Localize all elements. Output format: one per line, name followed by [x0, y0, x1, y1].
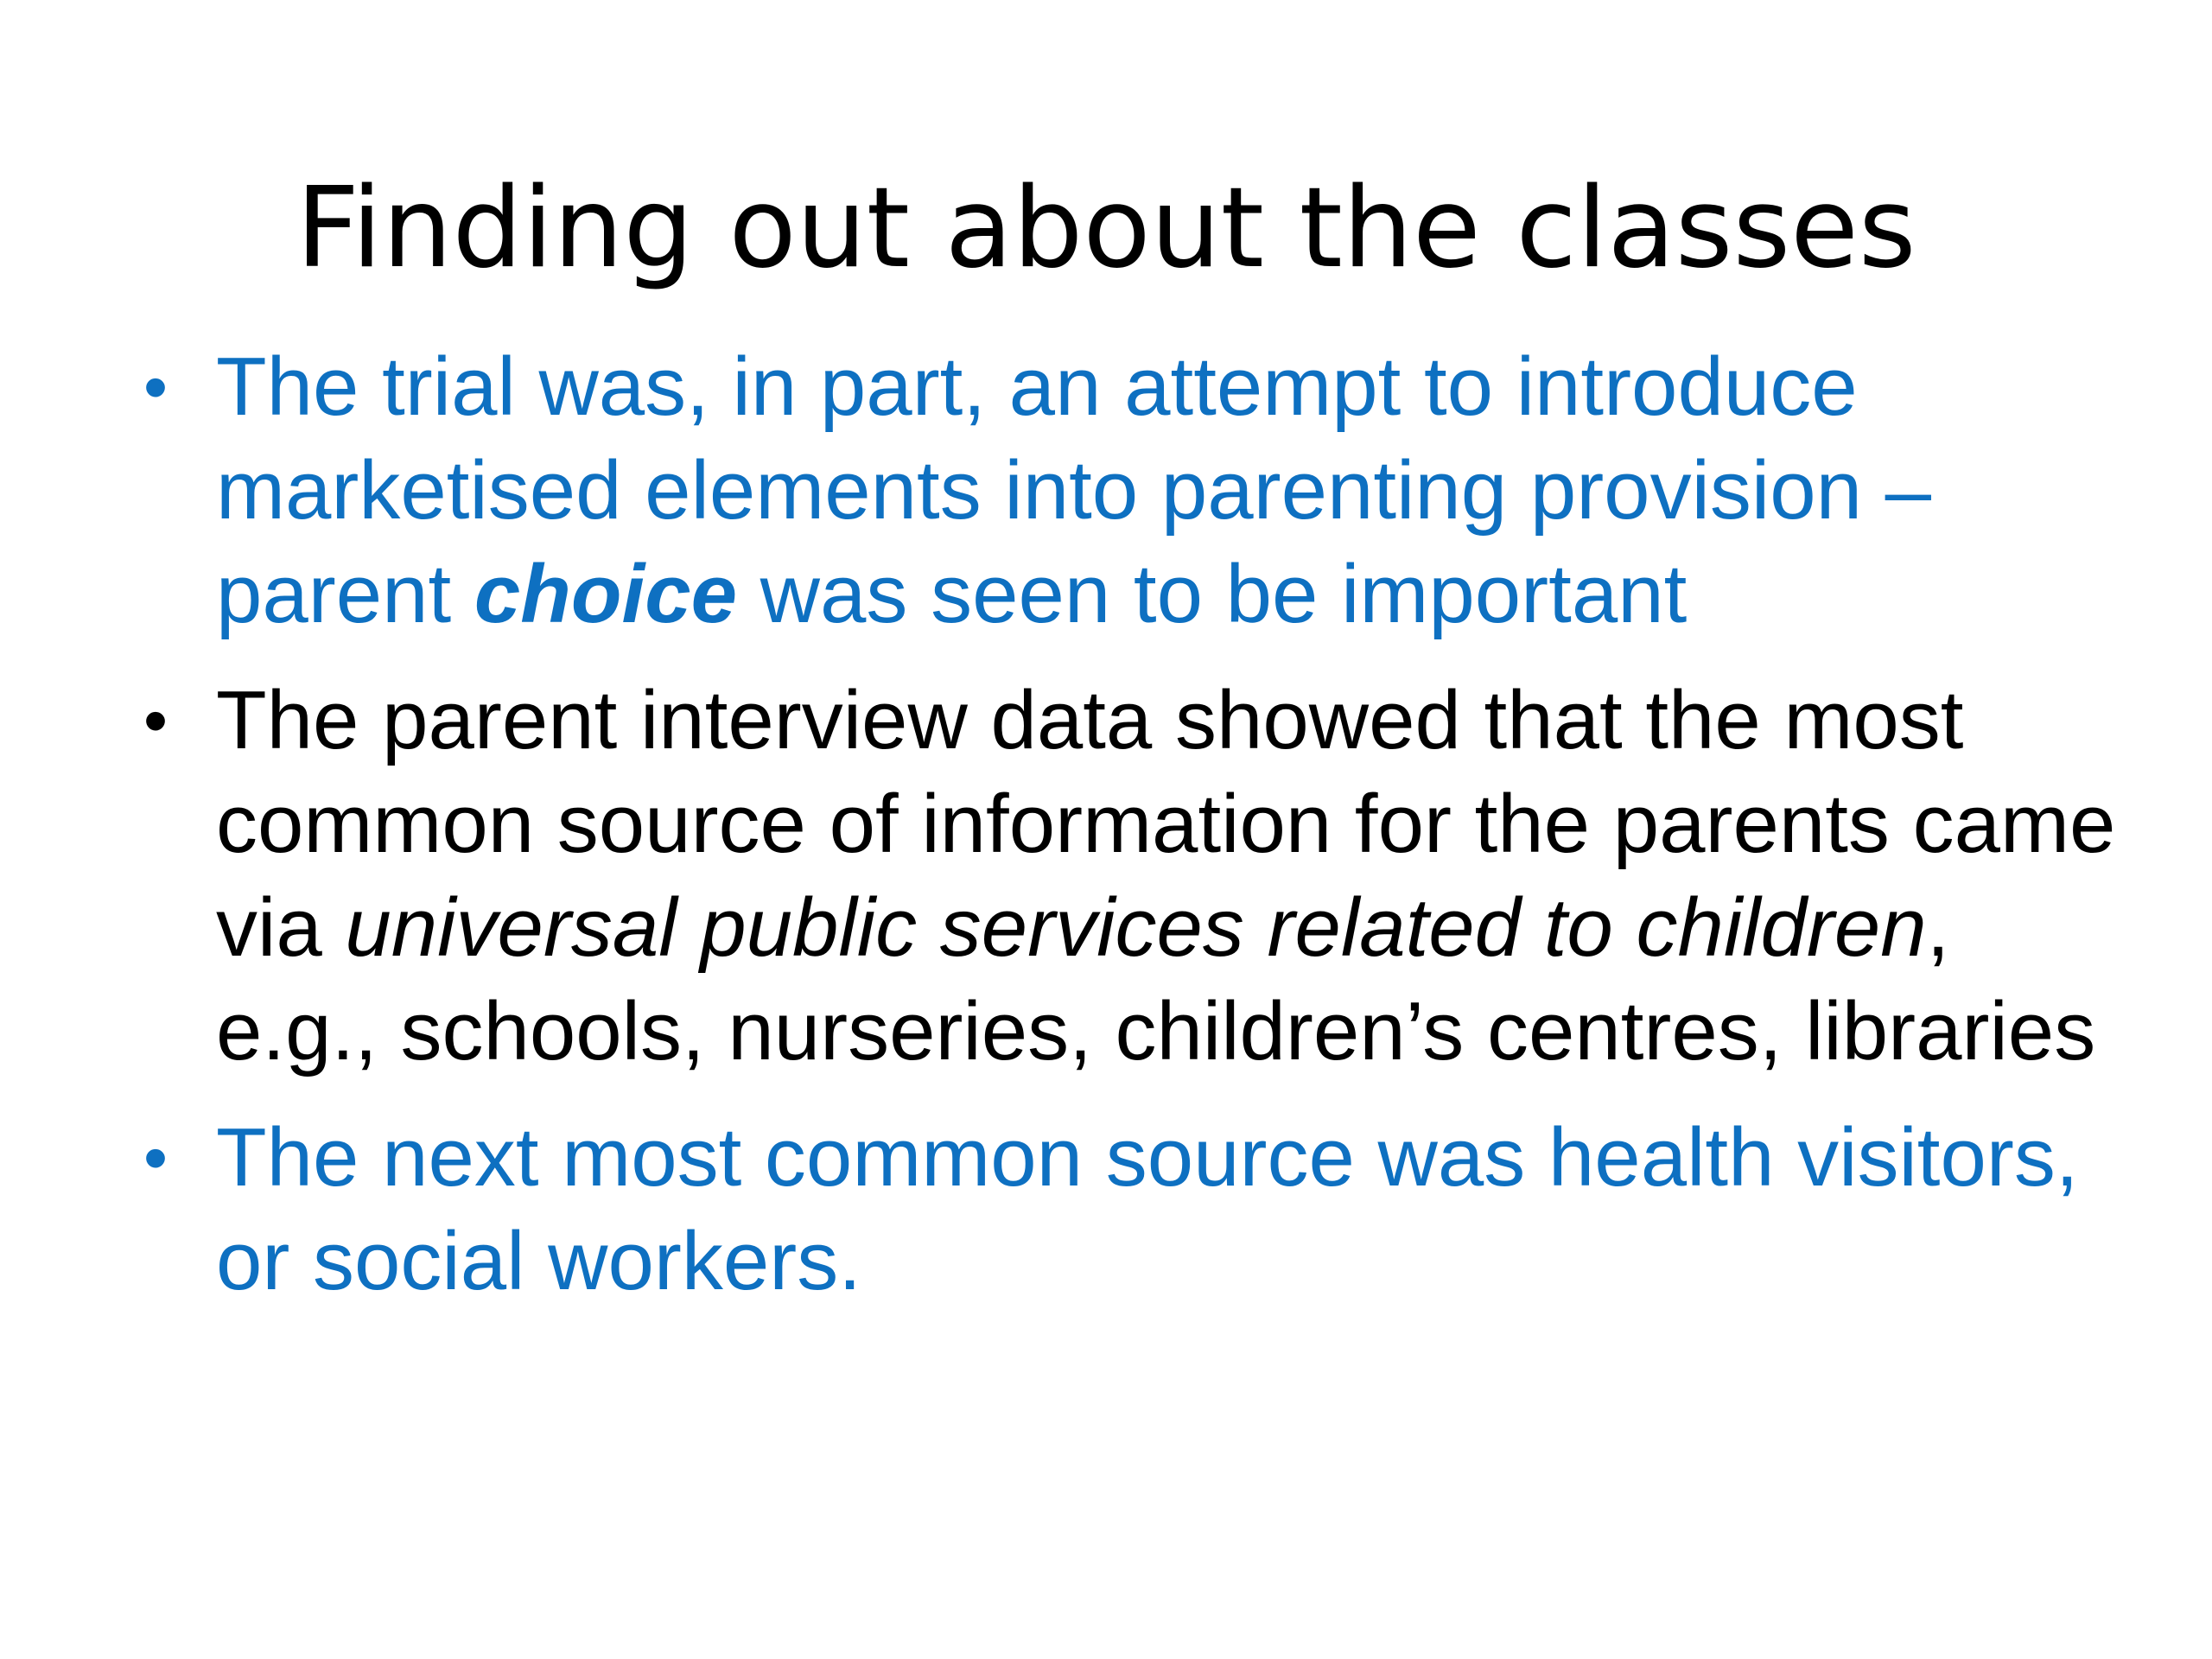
- bullet-text: The next most common source was health visitors, or social workers.: [216, 1111, 2079, 1307]
- bullet-item-trial: [130, 335, 2117, 646]
- bullet-list: [130, 335, 2117, 1336]
- bullet-marker: •: [143, 682, 168, 759]
- bullet-text-pre: The trial was, in part, an attempt to introduce marketised elements into parenting provision – parent: [216, 340, 1932, 640]
- bullet-emphasis-choice: choice: [474, 548, 737, 640]
- bullet-text-post: was seen to be important: [737, 548, 1688, 640]
- bullet-marker: •: [143, 1119, 168, 1196]
- bullet-item-interview-data: [130, 669, 2117, 1084]
- bullet-marker: •: [143, 348, 168, 425]
- bullet-text-pre: The parent interview data showed that the most common source of information for the parents came via: [216, 674, 2116, 974]
- bullet-text-post: , e.g., schools, nurseries, children’s centres, libraries: [216, 881, 2096, 1077]
- slide-title: Finding out about the classes: [296, 164, 1916, 293]
- bullet-emphasis-services: universal public services related to children: [345, 881, 1927, 974]
- bullet-item-next-source: [130, 1106, 2117, 1313]
